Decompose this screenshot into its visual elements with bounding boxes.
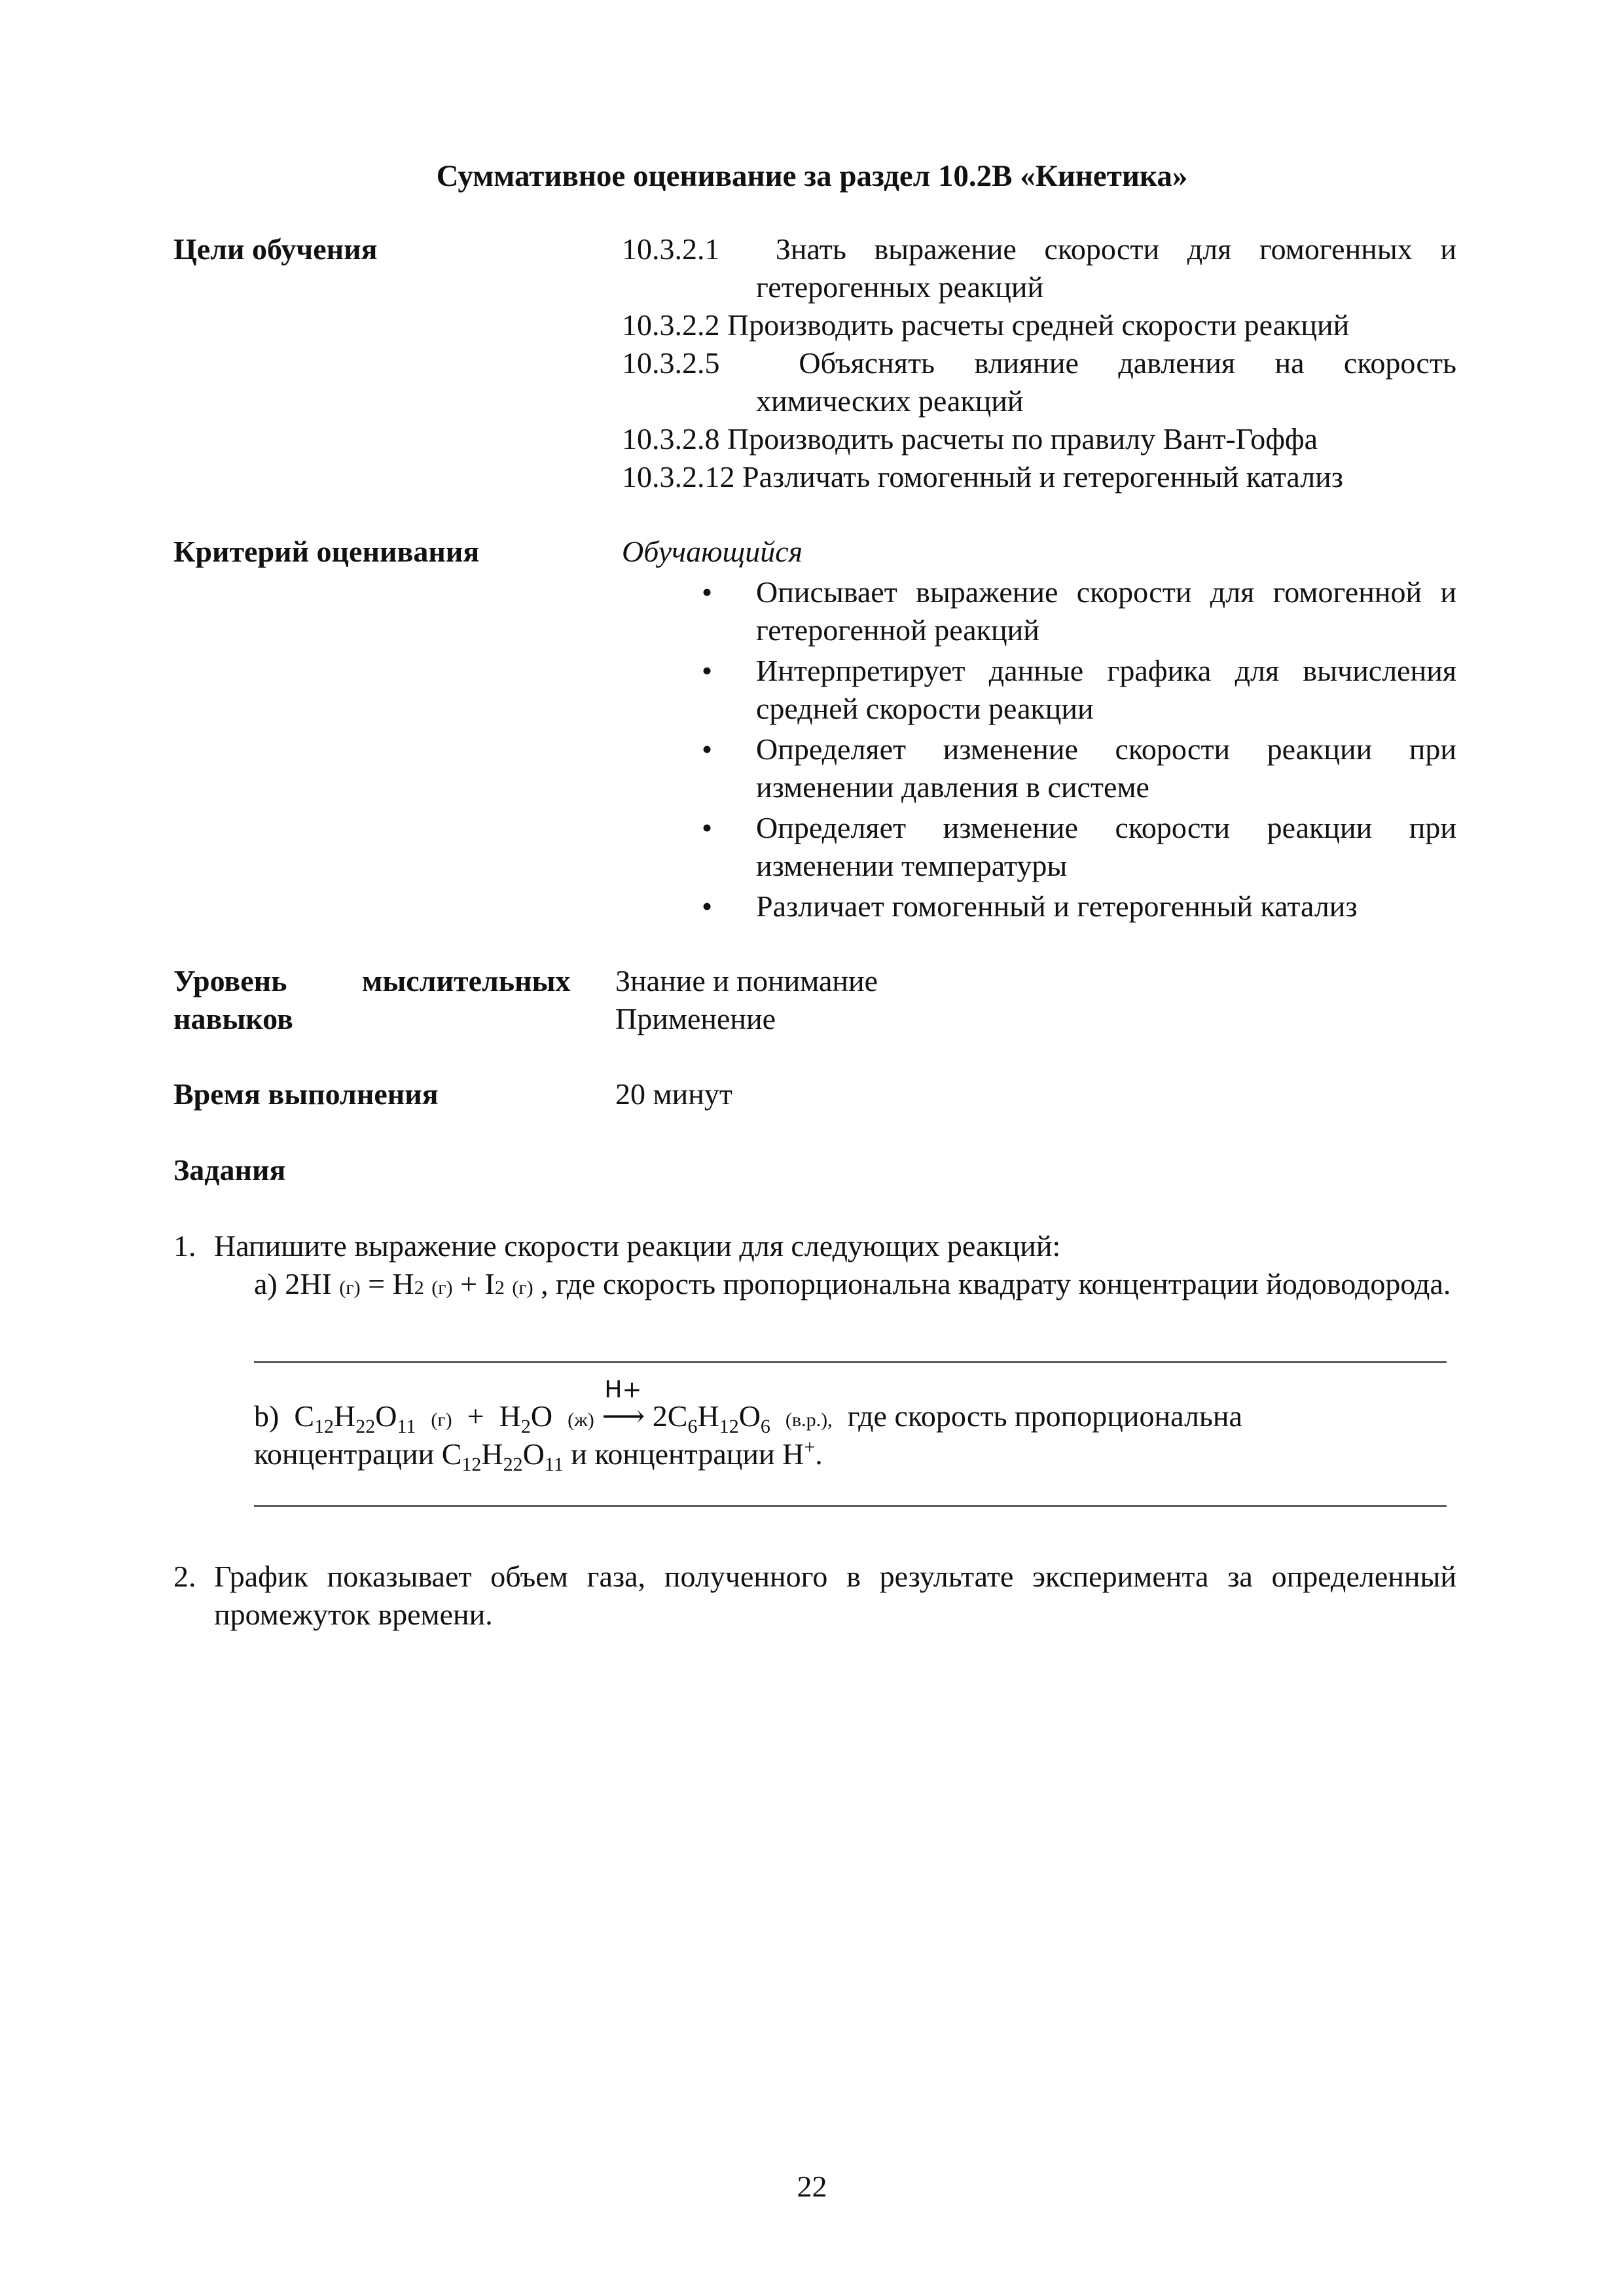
arrow-icon: ⟶ xyxy=(602,1399,645,1433)
bullet-icon: • xyxy=(702,811,713,844)
goal-text: Производить расчеты средней скорости реакций xyxy=(727,308,1350,342)
task-1-text: 1. Напишите выражение скорости реакции для следующих реакций: xyxy=(173,1227,1456,1265)
goal-item xyxy=(622,458,1456,496)
criteria-item: • Описывает выражение скорости для гомогенной и гетерогенной реакций xyxy=(622,573,1456,649)
criteria-list xyxy=(622,573,1456,925)
time-label: Время выполнения xyxy=(173,1077,439,1111)
thinking-label-word1: Уровень xyxy=(173,964,287,997)
goal-code: 10.3.2.8 xyxy=(622,422,720,456)
answer-line xyxy=(254,1361,1447,1363)
task-number: 1. xyxy=(173,1229,196,1263)
goal-item xyxy=(622,420,1456,458)
goal-text: Производить расчеты по правилу Вант-Гоффа xyxy=(727,422,1318,456)
goal-item xyxy=(622,344,1456,382)
goal-item xyxy=(622,306,1456,344)
task-number: 2. xyxy=(173,1560,196,1593)
criteria-label: Критерий оценивания xyxy=(173,535,480,568)
goal-code: 10.3.2.1 xyxy=(622,232,720,266)
tasks-label: Задания xyxy=(173,1153,286,1187)
goal-text: химических реакций xyxy=(756,384,1024,418)
reaction-arrow xyxy=(602,1376,645,1435)
criteria-item: • Определяет изменение скорости реакции при изменении температуры xyxy=(622,809,1456,885)
goal-text: Различать гомогенный и гетерогенный катализ xyxy=(742,460,1343,493)
page-number: 22 xyxy=(797,2170,827,2203)
criteria-item: • Различает гомогенный и гетерогенный катализ xyxy=(622,888,1456,925)
goals-list xyxy=(622,230,1456,496)
task-1 xyxy=(173,1227,1456,1265)
goal-text: Объяснять влияние давления на скорость xyxy=(799,346,1457,380)
task-2 xyxy=(173,1558,1456,1634)
criteria-head: Обучающийся xyxy=(622,535,803,568)
bullet-icon: • xyxy=(702,575,713,609)
task-1b: b) $C_{12}H_{22}O_{11}$ $(г) + H_2O$ (ж) H+ ⟶ $2C_6H_{12}O_6$ (в.р.), где скорость пропорциональна xyxy=(254,1397,1456,1439)
thinking-label-word3: навыков xyxy=(173,1002,293,1035)
goal-item-continuation xyxy=(622,268,1456,306)
task-2-text: 2. График показывает объем газа, полученного в результате эксперимента за определенный промежуток времени. xyxy=(173,1558,1456,1634)
bullet-icon: • xyxy=(702,654,713,687)
criteria-item: • Интерпретирует данные графика для вычисления средней скорости реакции xyxy=(622,652,1456,728)
thinking-value: Применение xyxy=(615,1002,776,1035)
goals-label: Цели обучения xyxy=(173,232,378,266)
goal-item-continuation xyxy=(622,382,1456,420)
goal-text: Знать выражение скорости для гомогенных и xyxy=(775,232,1456,266)
answer-line xyxy=(254,1505,1447,1507)
thinking-value: Знание и понимание xyxy=(615,964,878,997)
catalyst-label: H+ xyxy=(604,1376,642,1403)
criteria-item: • Определяет изменение скорости реакции при изменении давления в системе xyxy=(622,730,1456,806)
time-value: 20 минут xyxy=(615,1077,732,1111)
goal-code: 10.3.2.2 xyxy=(622,308,720,342)
goal-code: 10.3.2.12 xyxy=(622,460,735,493)
criteria-block xyxy=(622,533,1456,925)
bullet-icon: • xyxy=(702,732,713,766)
page-title: Суммативное оценивание за раздел 10.2В «Кинетика» xyxy=(436,159,1188,193)
task-1b-line2: концентрации $C_{12}H_{22}O_{11}$ и концентрации H+. xyxy=(254,1436,823,1476)
goal-text: гетерогенных реакций xyxy=(756,270,1044,304)
goal-item xyxy=(622,230,1456,268)
task-1a: a) 2HI (г) = H2 (г) + I2 (г) , где скорость пропорциональна квадрату концентрации йодоводорода. xyxy=(254,1267,1451,1300)
thinking-label-word2: мыслительных xyxy=(362,964,571,997)
goal-code: 10.3.2.5 xyxy=(622,346,720,380)
bullet-icon: • xyxy=(702,889,713,923)
